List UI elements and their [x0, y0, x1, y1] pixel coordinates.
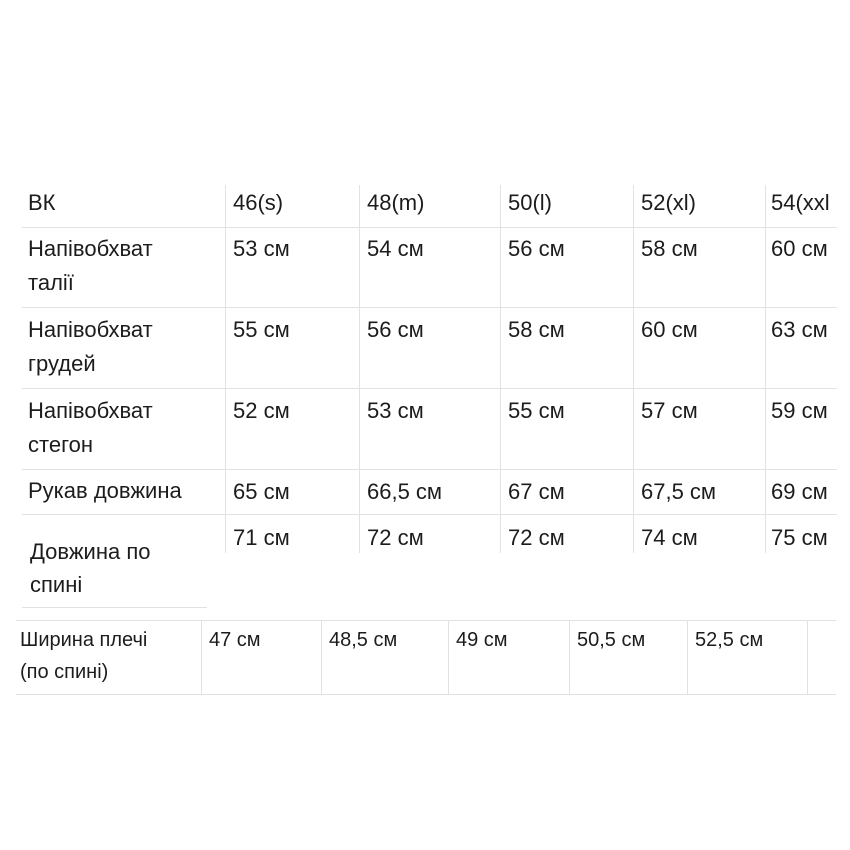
- table-cell: 72 см: [508, 525, 565, 550]
- header-size: 46(s): [233, 190, 284, 215]
- table-cell: 60 см: [641, 317, 698, 342]
- row-divider: [22, 227, 837, 228]
- column-divider: [807, 620, 808, 694]
- column-divider: [201, 620, 202, 694]
- column-divider: [225, 185, 226, 553]
- table-cell: 54 см: [367, 236, 424, 261]
- column-divider: [448, 620, 449, 694]
- table-cell: 72 см: [367, 525, 424, 550]
- row-label: Рукав довжина: [28, 478, 182, 503]
- table-cell: 67 см: [508, 479, 565, 504]
- row-label: грудей: [28, 351, 96, 376]
- table-cell: 52,5 см: [695, 629, 764, 651]
- column-divider: [569, 620, 570, 694]
- row-label: стегон: [28, 432, 93, 457]
- table-cell: 57 см: [641, 398, 698, 423]
- table-cell: 75 см: [771, 525, 828, 550]
- table-cell: 53 см: [367, 398, 424, 423]
- table-cell: 56 см: [367, 317, 424, 342]
- table-cell: 56 см: [508, 236, 565, 261]
- table-cell: 60 см: [771, 236, 828, 261]
- header-size: 54(xxl: [771, 190, 830, 215]
- column-divider: [765, 185, 766, 553]
- column-divider: [687, 620, 688, 694]
- table-cell: 55 см: [233, 317, 290, 342]
- table-cell: 48,5 см: [329, 629, 398, 651]
- row-label: талії: [28, 270, 74, 295]
- table-cell: 59 см: [771, 398, 828, 423]
- table-cell: 55 см: [508, 398, 565, 423]
- table-cell: 71 см: [233, 525, 290, 550]
- row-label: Ширина плечі: [20, 629, 148, 651]
- table-cell: 58 см: [641, 236, 698, 261]
- table-cell: 58 см: [508, 317, 565, 342]
- row-label: Довжина по: [30, 539, 151, 564]
- row-label: Напівобхват: [28, 398, 153, 423]
- column-divider: [633, 185, 634, 553]
- column-divider: [359, 185, 360, 553]
- table-cell: 63 см: [771, 317, 828, 342]
- header-size: 48(m): [367, 190, 425, 215]
- column-divider: [321, 620, 322, 694]
- header-label: ВК: [28, 190, 56, 215]
- row-divider: [22, 388, 837, 389]
- row-label: Напівобхват: [28, 236, 153, 261]
- table-cell: 69 см: [771, 479, 828, 504]
- table-cell: 53 см: [233, 236, 290, 261]
- row-divider: [16, 620, 836, 621]
- table-cell: 49 см: [456, 629, 508, 651]
- table-cell: 65 см: [233, 479, 290, 504]
- table-cell: 67,5 см: [641, 479, 717, 504]
- table-cell: 50,5 см: [577, 629, 646, 651]
- table-cell: 52 см: [233, 398, 290, 423]
- column-divider: [500, 185, 501, 553]
- row-divider: [22, 607, 207, 608]
- table-cell: 74 см: [641, 525, 698, 550]
- table-cell: 66,5 см: [367, 479, 443, 504]
- header-size: 50(l): [508, 190, 553, 215]
- row-divider: [16, 694, 836, 695]
- row-divider: [22, 307, 837, 308]
- row-label: (по спині): [20, 661, 109, 683]
- row-label: Напівобхват: [28, 317, 153, 342]
- row-divider: [22, 514, 837, 515]
- row-divider: [22, 469, 837, 470]
- header-size: 52(xl): [641, 190, 697, 215]
- table-cell: 47 см: [209, 629, 261, 651]
- row-label: спині: [30, 572, 83, 597]
